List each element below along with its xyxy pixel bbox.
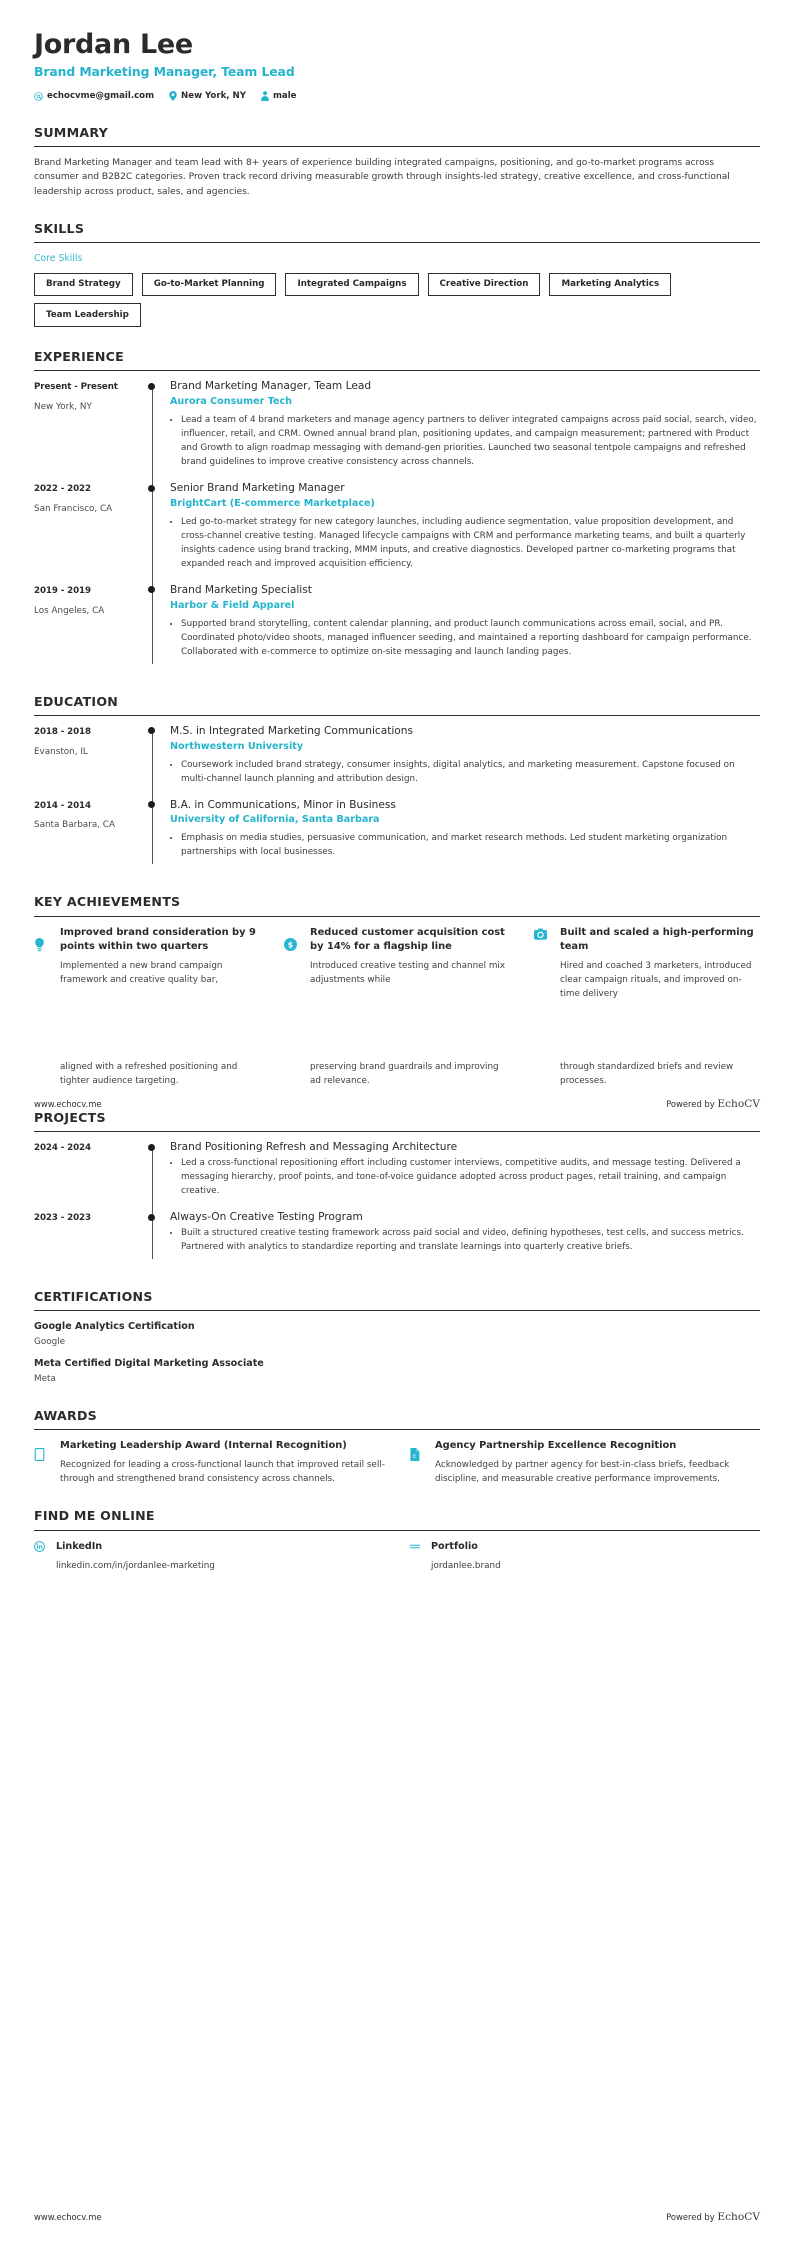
contact-row [34,90,760,102]
timeline-rail [148,1141,170,1211]
timeline-dot-icon [148,383,155,390]
project-entry [34,1141,760,1211]
certification-issuer: Google [34,1337,66,1348]
section-title-links: FIND ME ONLINE [34,1508,155,1524]
award-item [409,1439,760,1487]
svg-text:$: $ [287,939,294,950]
section-title-education: EDUCATION [34,693,119,709]
link-text-block [56,1540,385,1573]
achievement-desc: Introduced creative testing and channel mix adjustments while [310,960,506,986]
award-desc: Acknowledged by partner agency for best-in-class briefs, feedback discipline, and measurable creative performance improvements. [435,1459,730,1485]
entry-date: 2023 - 2023 [34,1213,91,1224]
entry-bullets [170,831,760,859]
achievement-title: Reduced customer acquisition cost by 14% for a flagship line [310,926,505,952]
section-divider [34,1131,760,1132]
footer-site-url[interactable]: www.echocv.me [34,1099,102,1109]
achievement-desc-continuation-cell [34,1060,260,1089]
entry-organization: Aurora Consumer Tech [170,395,292,407]
entry-bullets [170,1226,760,1254]
achievement-item [284,926,510,1002]
entry-bullet: • Built a structured creative testing framework across paid social and video, defining hypotheses, test cells, and success metrics. Partnered with analytics to standardize reporting and translate learnings into quarterly creative briefs. [181,1226,760,1254]
entry-bullets [170,413,760,469]
skill-chip: Marketing Analytics [549,273,671,297]
section-summary [34,124,760,199]
entry-bullets [170,1156,760,1198]
project-entry [34,1211,760,1267]
contact-gender [261,90,297,102]
section-divider [34,1310,760,1311]
achievements-continuation-grid [34,1060,760,1089]
entry-date: 2019 - 2019 [34,585,91,596]
section-divider [34,1429,760,1430]
entry-date: 2014 - 2014 [34,800,91,811]
section-divider [34,1530,760,1531]
headline: Brand Marketing Manager, Team Lead [34,64,295,80]
links-grid [34,1540,760,1573]
award-title: Marketing Leadership Award (Internal Recognition) [60,1439,347,1451]
timeline-dot-icon [148,1214,155,1221]
section-find-me-online [34,1507,760,1572]
timeline-dot-icon [148,801,155,808]
entry-location: New York, NY [34,401,92,412]
section-certifications [34,1288,760,1386]
award-desc: Recognized for leading a cross-functional launch that improved retail sell-through and strengthened brand consistency across channels. [60,1459,385,1485]
section-title-achievements: KEY ACHIEVEMENTS [34,894,181,910]
timeline-dot-icon [148,485,155,492]
section-projects [34,1109,760,1267]
link-url[interactable]: linkedin.com/in/jordanlee-marketing [56,1560,215,1571]
entry-organization: BrightCart (E-commerce Marketplace) [170,497,375,509]
section-experience [34,348,760,672]
achievement-desc-continued: through standardized briefs and review processes. [560,1061,734,1086]
section-title-experience: EXPERIENCE [34,348,125,364]
footer-powered-prefix: Powered by [666,2212,715,2222]
achievement-text-block [310,926,510,988]
section-title-awards: AWARDS [34,1407,97,1423]
entry-meta [34,380,148,482]
entry-location: Evanston, IL [34,746,88,757]
experience-entry [34,380,760,482]
entry-bullet: • Coursework included brand strategy, consumer insights, digital analytics, and marketing measurement. Capstone focused on multi-channel launch planning and attribution design. [181,758,760,786]
entry-role: Senior Brand Marketing Manager [170,482,345,495]
entry-location: Los Angeles, CA [34,605,105,616]
entry-body [170,1211,760,1267]
achievement-item [34,926,260,1002]
section-education [34,693,760,873]
link-item-linkedin[interactable] [34,1540,385,1573]
document-euro-icon [409,1439,435,1465]
entry-date: 2024 - 2024 [34,1143,91,1154]
summary-text: Brand Marketing Manager and team lead with 8+ years of experience building integrated campaigns, positioning, and go-to-market programs across consumer and B2B2C categories. Proven track record driving measurable growth through insights-led strategy, creative excellence, and cross-functional leadership across product, sales, and agencies. [34,157,730,197]
entry-meta [34,725,148,799]
contact-email-text: echocvme@gmail.com [47,91,155,102]
entry-bullet: • Emphasis on media studies, persuasive communication, and market research methods. Led student marketing organization partnerships with local businesses. [181,831,760,859]
page-footer-2 [34,2210,760,2225]
entry-meta [34,584,148,672]
achievement-desc-continuation-cell [534,1060,760,1089]
entry-location: San Francisco, CA [34,503,113,514]
award-title: Agency Partnership Excellence Recognition [435,1439,677,1451]
dollar-coin-icon [284,926,310,951]
section-key-achievements [34,893,760,1001]
skill-chip: Brand Strategy [34,273,133,297]
contact-email [34,90,154,102]
link-text-block [431,1540,760,1573]
footer-powered-by [666,2210,760,2225]
skill-chip: Team Leadership [34,303,141,327]
award-text-block [435,1439,760,1487]
achievement-desc: Hired and coached 3 marketers, introduced clear campaign rituals, and improved on-time delivery [560,960,752,1000]
entry-degree: B.A. in Communications, Minor in Business [170,798,396,811]
education-entry [34,725,760,799]
entry-body [170,1141,760,1211]
entry-bullets [170,515,760,571]
footer-site-url[interactable]: www.echocv.me [34,2212,102,2222]
project-name: Always-On Creative Testing Program [170,1211,363,1224]
section-title-projects: PROJECTS [34,1110,106,1126]
link-url[interactable]: jordanlee.brand [431,1560,501,1571]
entry-body [170,584,760,672]
entry-body [170,482,760,584]
entry-meta [34,482,148,584]
timeline-dot-icon [148,586,155,593]
skill-chip: Integrated Campaigns [285,273,418,297]
echocv-logo: EchoCV [717,1098,760,1110]
timeline-rail [148,1211,170,1267]
entry-meta [34,1141,148,1211]
lightbulb-icon [34,926,60,952]
achievements-grid [34,926,760,1002]
section-skills [34,220,760,327]
link-label: Portfolio [431,1540,478,1552]
timeline-rail [148,584,170,672]
section-divider [34,242,760,243]
section-awards [34,1407,760,1487]
experience-entry [34,482,760,584]
education-entry [34,799,760,873]
entry-meta [34,1211,148,1267]
entry-body [170,725,760,799]
entry-date: Present - Present [34,382,118,393]
email-icon [34,92,43,101]
entry-bullet: • Supported brand storytelling, content calendar planning, and product launch communications across email, social, and PR. Coordinated photo/video shoots, managed influencer seeding, and maintained a reporting dashboard for campaign performance. Collaborated with e-commerce to optimize on-site messaging and launch landing pages. [181,617,760,659]
achievement-text-block [60,926,260,988]
certification-name: Google Analytics Certification [34,1321,195,1333]
achievement-text-block [560,926,760,1002]
page-break-gap [34,1002,760,1060]
section-divider [34,146,760,147]
timeline-rail [148,725,170,799]
section-divider [34,715,760,716]
entry-bullets [170,758,760,786]
svg-text:€: € [412,1453,417,1460]
entry-date: 2022 - 2022 [34,484,91,495]
entry-bullet: • Led a cross-functional repositioning effort including customer interviews, competitive audits, and message testing. Delivered a messaging hierarchy, proof points, and tone-of-voice guidance adopted across product pages, retail training, and campaign creative. [181,1156,760,1198]
certificate-icon [34,1439,60,1465]
award-item [34,1439,385,1487]
awards-grid [34,1439,760,1487]
entry-date: 2018 - 2018 [34,726,91,737]
achievement-desc-continuation-cell [284,1060,510,1089]
entry-body [170,799,760,873]
contact-location-text: New York, NY [181,91,246,102]
skills-group-label: Core Skills [34,253,83,265]
award-text-block [60,1439,385,1487]
link-icon [409,1540,431,1556]
achievement-desc-continued: aligned with a refreshed positioning and tighter audience targeting. [60,1061,238,1086]
skill-chip: Creative Direction [428,273,541,297]
timeline-dot-icon [148,727,155,734]
skills-chip-list [34,273,760,327]
entry-school: University of California, Santa Barbara [170,814,380,826]
entry-bullet: • Led go-to-market strategy for new category launches, including audience segmentation, value proposition development, and cross-channel creative testing. Managed lifecycle campaigns with CRM and performance marketing teams, and built a quarterly insights cadence using brand tracking, MMM inputs, and creative diagnostics. Developed partner co-marketing programs that expanded reach and improved acquisition efficiency. [181,515,760,571]
entry-location: Santa Barbara, CA [34,820,115,831]
timeline-rail [148,799,170,873]
entry-meta [34,799,148,873]
section-title-certifications: CERTIFICATIONS [34,1289,153,1305]
section-title-summary: SUMMARY [34,124,108,140]
footer-powered-by [666,1097,760,1112]
achievement-desc: Implemented a new brand campaign framework and creative quality bar, [60,960,223,986]
entry-bullet: • Lead a team of 4 brand marketers and manage agency partners to deliver integrated campaigns across paid social, search, video, influencer, retail, and CRM. Owned annual brand plan, positioning updates, and campaign measurement; partnered with Product and Growth to align roadmap messaging with demand-gen priorities. Launched two seasonal tentpole campaigns and refreshed brand guidelines to improve creative consistency across channels. [181,413,760,469]
certification-item [34,1357,760,1386]
person-icon [261,91,269,101]
certification-name: Meta Certified Digital Marketing Associate [34,1357,264,1369]
certification-item [34,1320,760,1349]
location-pin-icon [169,91,177,101]
section-title-skills: SKILLS [34,221,85,236]
entry-role: Brand Marketing Specialist [170,583,312,596]
section-divider [34,916,760,917]
achievement-item [534,926,760,1002]
echocv-logo: EchoCV [717,2211,760,2223]
entry-school: Northwestern University [170,740,304,752]
achievement-title: Built and scaled a high-performing team [560,926,754,952]
footer-powered-prefix: Powered by [666,1099,715,1109]
entry-organization: Harbor & Field Apparel [170,599,295,611]
camera-icon [534,926,560,941]
section-divider [34,370,760,371]
certification-issuer: Meta [34,1373,56,1384]
page-title: Jordan Lee [34,29,193,60]
entry-degree: M.S. in Integrated Marketing Communications [170,724,414,737]
contact-location [169,90,246,102]
entry-body [170,380,760,482]
timeline-dot-icon [148,1144,155,1151]
timeline-rail [148,482,170,584]
page-footer-1 [34,1097,760,1112]
entry-role: Brand Marketing Manager, Team Lead [170,380,372,393]
contact-gender-text: male [272,91,297,102]
link-label: LinkedIn [56,1540,103,1552]
resume-header [34,30,760,103]
achievement-desc-continued: preserving brand guardrails and improving ad relevance. [310,1061,499,1086]
entry-bullets [170,617,760,659]
linkedin-icon [34,1540,56,1556]
achievement-title: Improved brand consideration by 9 points within two quarters [60,926,256,952]
project-name: Brand Positioning Refresh and Messaging Architecture [170,1141,458,1154]
timeline-rail [148,380,170,482]
experience-entry [34,584,760,672]
skill-chip: Go-to-Market Planning [142,273,277,297]
link-item-portfolio[interactable] [409,1540,760,1573]
